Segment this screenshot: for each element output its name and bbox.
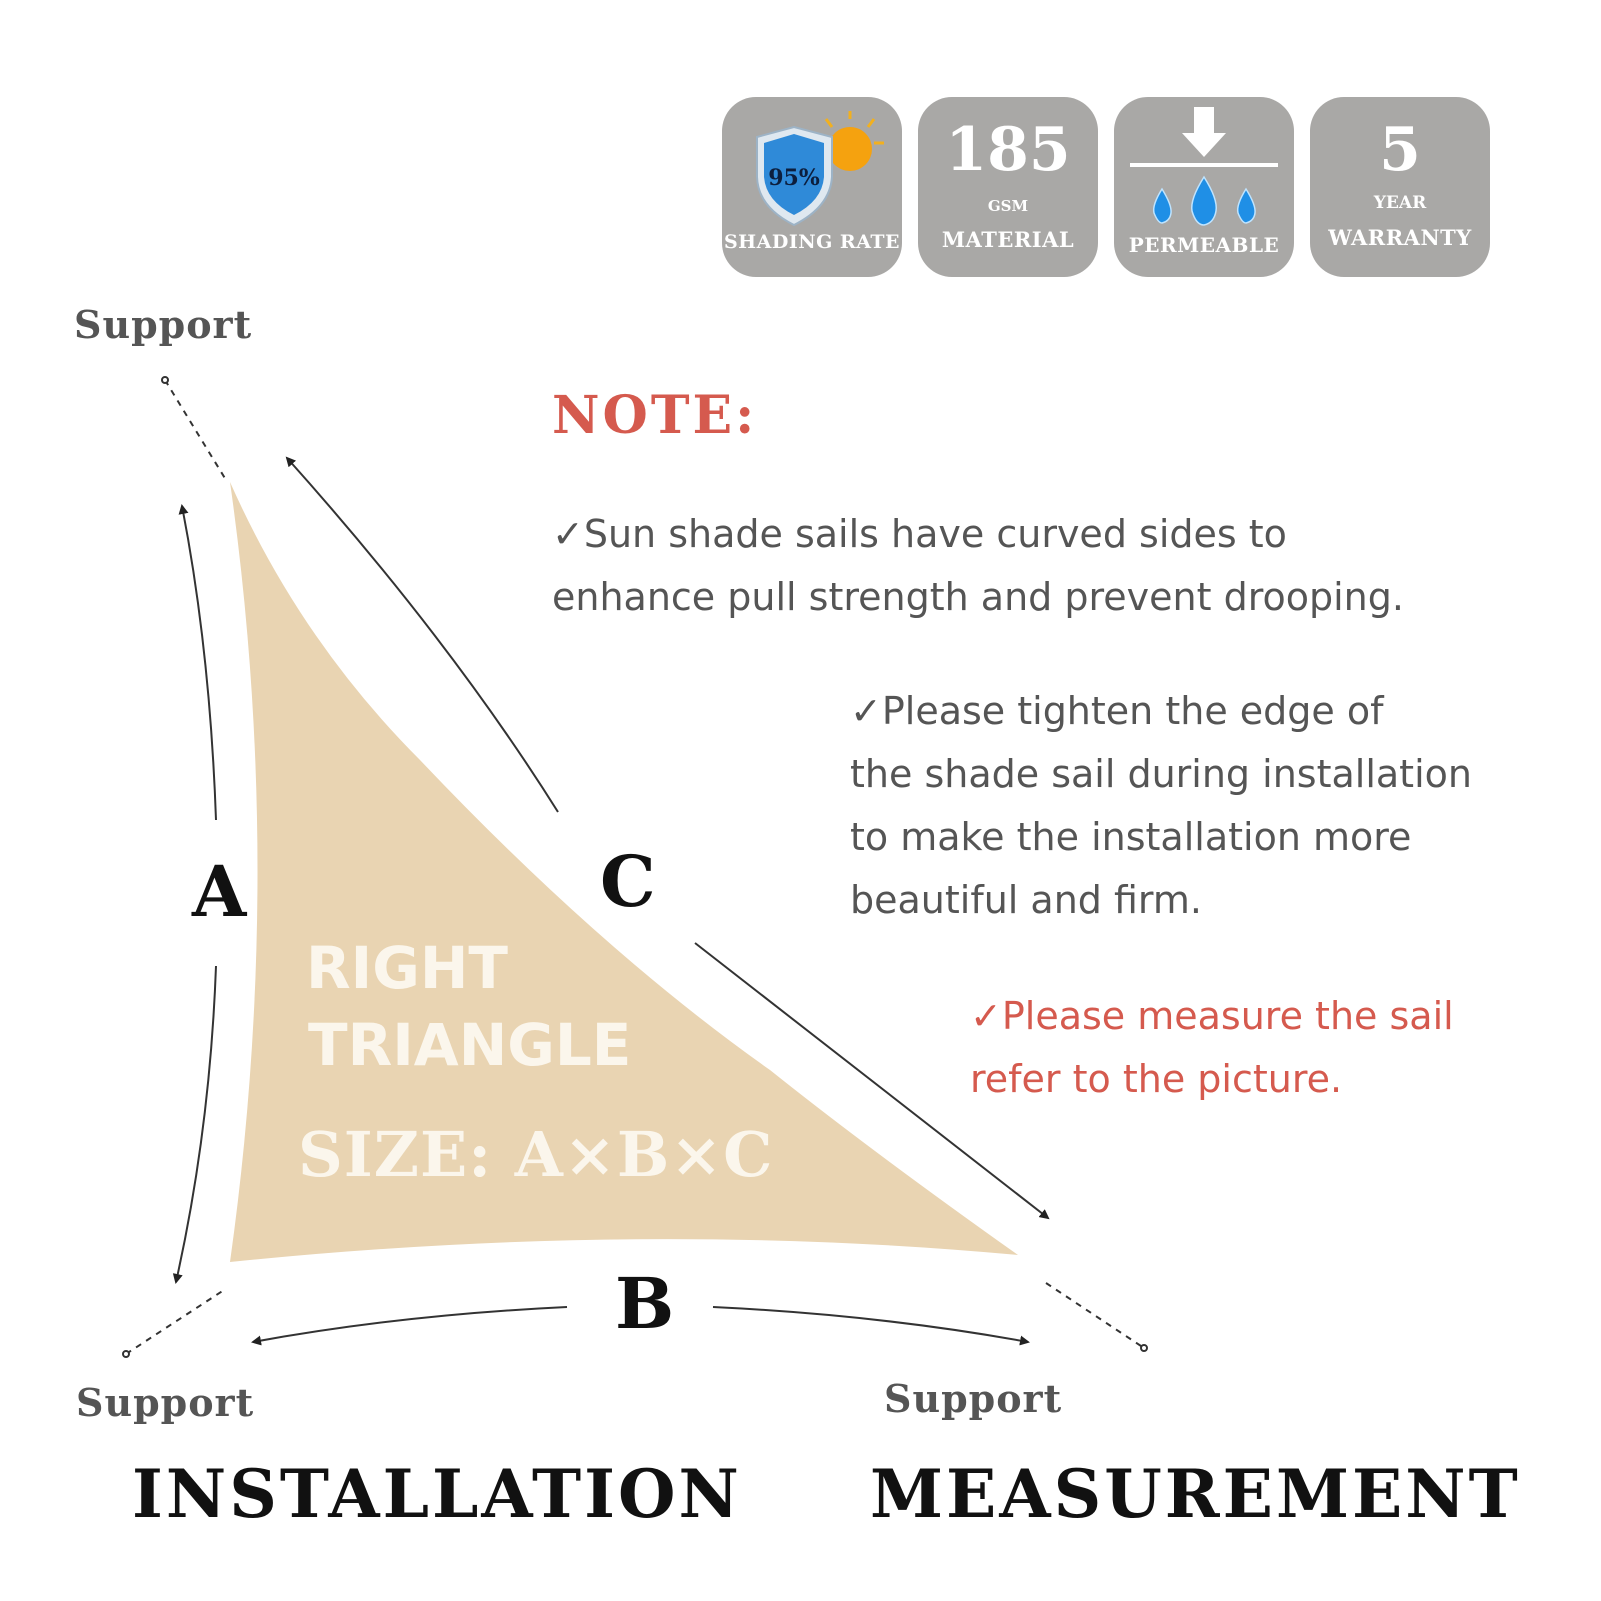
note-item-1-line-1: ✓Sun shade sails have curved sides to bbox=[552, 512, 1287, 556]
side-a-label: A bbox=[192, 850, 247, 933]
side-c-label: C bbox=[600, 840, 656, 923]
note-item-1-line-2: enhance pull strength and prevent drooping. bbox=[552, 575, 1404, 619]
footer-installation: INSTALLATION bbox=[132, 1455, 742, 1533]
note-item-1 bbox=[552, 503, 1404, 629]
arrow-b-right bbox=[713, 1307, 1028, 1342]
note-item-2-line-1: ✓Please tighten the edge of bbox=[850, 689, 1384, 733]
note-item-3-line-2: refer to the picture. bbox=[970, 1057, 1343, 1101]
note-title: NOTE: bbox=[552, 385, 758, 446]
note-item-3 bbox=[970, 985, 1454, 1111]
shading-percent: 95% bbox=[768, 165, 820, 191]
material-unit: GSM bbox=[987, 197, 1029, 215]
note-item-2-line-2: the shade sail during installation bbox=[850, 752, 1472, 796]
support-label-top: Support bbox=[74, 302, 253, 347]
warranty-caption: WARRANTY bbox=[1328, 225, 1472, 250]
arrow-a-down bbox=[176, 966, 216, 1282]
support-line-top bbox=[165, 380, 226, 480]
shape-name-line1: RIGHT bbox=[306, 934, 508, 1002]
support-point-top bbox=[162, 377, 168, 383]
arrow-a-up bbox=[182, 506, 216, 820]
shading-rate-caption: SHADING RATE bbox=[723, 231, 901, 253]
shape-name-line2: TRIANGLE bbox=[308, 1011, 632, 1079]
footer-measurement: MEASUREMENT bbox=[870, 1455, 1521, 1533]
material-caption: MATERIAL bbox=[941, 227, 1075, 252]
support-label-bottom-right: Support bbox=[884, 1376, 1063, 1421]
size-formula: SIZE: A×B×C bbox=[298, 1118, 774, 1191]
support-line-bottom-right bbox=[1046, 1283, 1144, 1348]
note-item-2-line-4: beautiful and firm. bbox=[850, 878, 1202, 922]
note-item-2 bbox=[850, 680, 1472, 932]
note-item-2-line-3: to make the installation more bbox=[850, 815, 1412, 859]
note-item-3-line-1: ✓Please measure the sail bbox=[970, 994, 1454, 1038]
support-point-bottom-right bbox=[1141, 1345, 1147, 1351]
support-line-bottom-left bbox=[126, 1290, 224, 1354]
permeable-caption: PERMEABLE bbox=[1128, 233, 1280, 257]
material-gsm-value: 185 bbox=[945, 115, 1071, 185]
support-point-bottom-left bbox=[123, 1351, 129, 1357]
warranty-unit: YEAR bbox=[1373, 193, 1427, 213]
side-b-label: B bbox=[615, 1262, 675, 1345]
warranty-years-value: 5 bbox=[1379, 115, 1421, 185]
arrow-b-left bbox=[253, 1307, 567, 1342]
support-label-bottom-left: Support bbox=[76, 1380, 255, 1425]
